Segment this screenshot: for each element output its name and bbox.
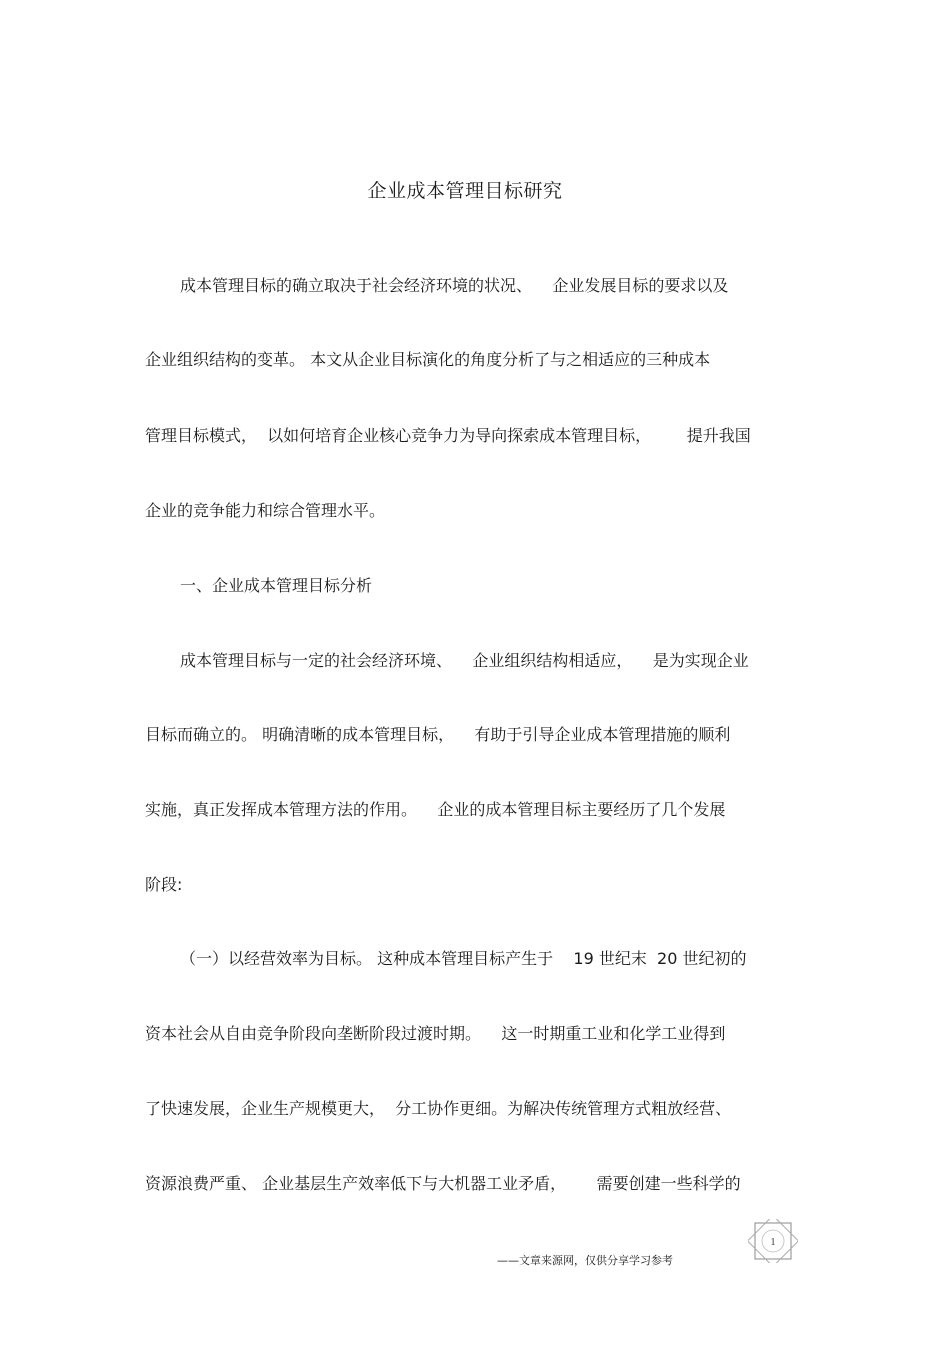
paragraph-line: 阶段:: [145, 875, 183, 894]
paragraph-line: （一）以经营效率为目标。 这种成本管理目标产生于 19 世纪末 20 世纪初的: [180, 949, 747, 968]
paragraph-line: 实施，真正发挥成本管理方法的作用。 企业的成本管理目标主要经历了几个发展: [145, 800, 726, 819]
paragraph-line: 成本管理目标的确立取决于社会经济环境的状况、 企业发展目标的要求以及: [180, 276, 729, 295]
paragraph-line: 资本社会从自由竞争阶段向垄断阶段过渡时期。 这一时期重工业和化学工业得到: [145, 1024, 726, 1043]
paragraph-line: 企业组织结构的变革。 本文从企业目标演化的角度分析了与之相适应的三种成本: [145, 350, 711, 369]
paragraph-line: 成本管理目标与一定的社会经济环境、 企业组织结构相适应， 是为实现企业: [180, 651, 749, 670]
page-title: 企业成本管理目标研究: [367, 180, 563, 202]
page-number: 1: [770, 1237, 776, 1248]
footer-note: ——文章来源网，仅供分享学习参考: [497, 1254, 673, 1267]
paragraph-line: 企业的竞争能力和综合管理水平。: [145, 501, 386, 520]
paragraph-line: 资源浪费严重、 企业基层生产效率低下与大机器工业矛盾， 需要创建一些科学的: [145, 1174, 741, 1193]
paragraph-line: 了快速发展，企业生产规模更大， 分工协作更细。为解决传统管理方式粗放经营、: [145, 1099, 732, 1118]
paragraph-line: 目标而确立的。 明确清晰的成本管理目标， 有助于引导企业成本管理措施的顺利: [145, 725, 731, 744]
paragraph-line: 管理目标模式， 以如何培育企业核心竞争力为导向探索成本管理目标， 提升我国: [145, 426, 751, 445]
section-heading: 一、企业成本管理目标分析: [180, 576, 373, 595]
page-number-badge: [748, 1219, 798, 1263]
